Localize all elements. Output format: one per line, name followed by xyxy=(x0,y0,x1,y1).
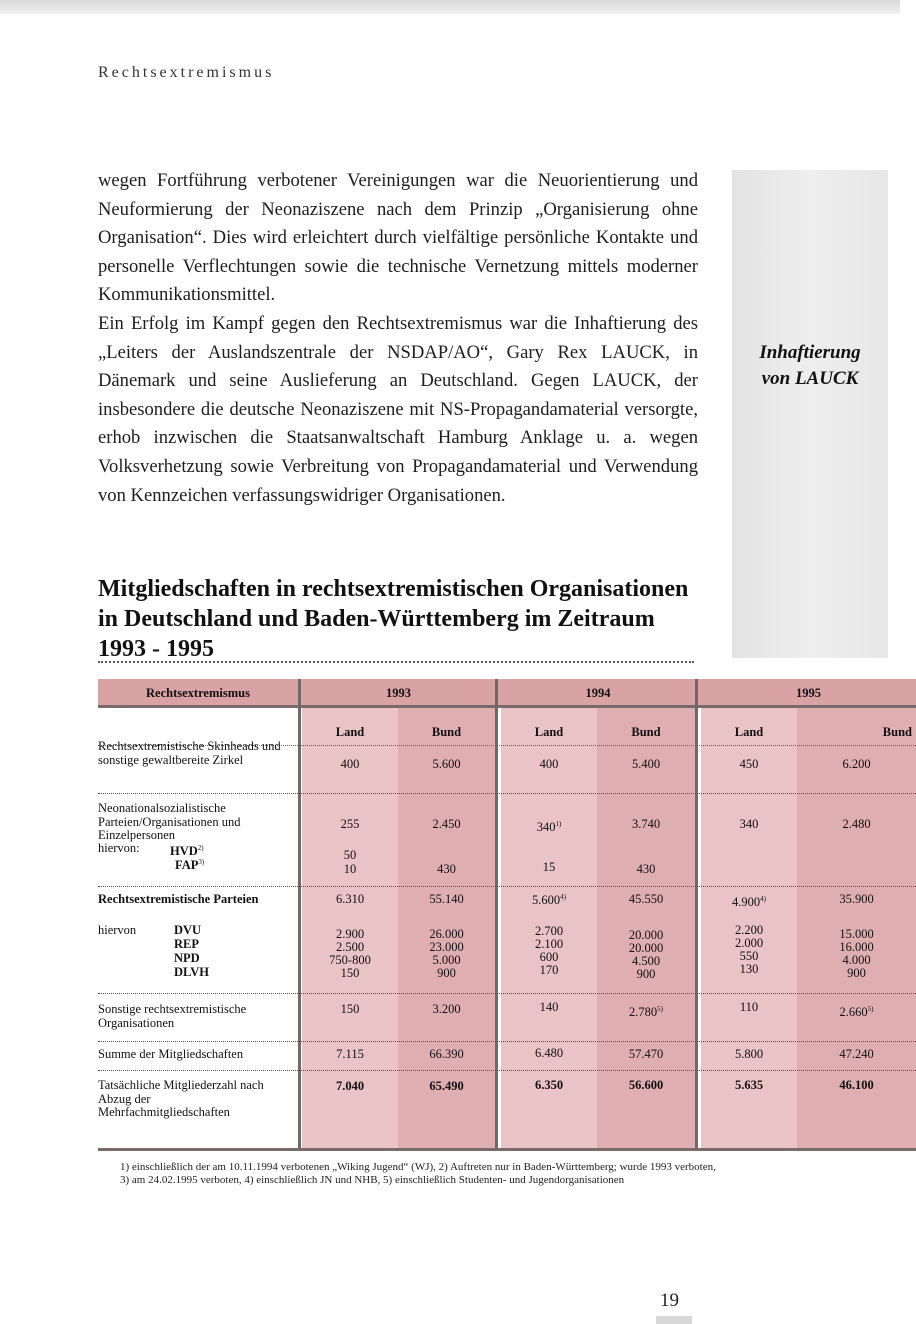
cell-tats-1993-bund: 65.490 xyxy=(429,1079,464,1093)
paragraph-2: Ein Erfolg im Kampf gegen den Rechtsextremismus war die Inhaftierung des „Leiters der Auslandszentrale der NSDAP/AO“, Gary Rex LAUCK, in Dänemark und seine Auslieferung an Deutschland. Gegen LAUCK, der insbesondere die deutsche Neonaziszene mit NS-Propagandamaterial versorgte, erhob inzwischen die Staatsanwaltschaft Hamburg Anklage u. a. wegen Volksverhetzung sowie Verbreitung von Propagandamaterial und Verwendung von Kennzeichen verfassungswidriger Organisationen. xyxy=(98,312,698,506)
cell-fap-1993-land: 10 xyxy=(343,862,357,876)
cell-neo-1995-bund: 2.480 xyxy=(842,817,871,831)
cell-skin-1993-bund: 5.600 xyxy=(432,757,461,771)
cell-sonstige-1994-land: 140 xyxy=(539,1000,559,1014)
cell-rep-1993-land: 2.500 xyxy=(335,940,365,954)
parteien-1994-land-note: 4) xyxy=(560,893,566,901)
cell-neo-1994-bund: 3.740 xyxy=(631,817,661,831)
cell-neo-1993-bund: 2.450 xyxy=(432,817,461,831)
cell-rep-1993-bund: 23.000 xyxy=(429,940,464,954)
cell-parteien-1995-bund: 35.900 xyxy=(839,892,874,906)
cell-summe-1993-bund: 66.390 xyxy=(429,1047,464,1061)
cell-npd-1994-bund: 4.500 xyxy=(631,954,661,968)
cell-dlvh-1994-land: 170 xyxy=(539,963,559,977)
hvd-label: HVD xyxy=(170,844,198,859)
cell-dlvh-1994-bund: 900 xyxy=(636,967,656,981)
row-label-neonational: Neonationalsozialistische Parteien/Organisationen und Einzelpersonen xyxy=(98,801,241,842)
cell-parteien-1995-land xyxy=(701,893,797,910)
neo-1994-land-value: 340 xyxy=(536,820,556,835)
cell-npd-1994-land: 600 xyxy=(539,950,559,964)
cell-dvu-1993-land: 2.900 xyxy=(335,927,365,941)
header-year-1995: 1995 xyxy=(796,686,821,700)
sonstige-1995-bund-note: 5) xyxy=(867,1005,874,1013)
cell-dlvh-1995-land: 130 xyxy=(739,962,759,976)
cell-parteien-1994-bund: 45.550 xyxy=(628,892,664,906)
title-rule xyxy=(98,661,694,663)
subheader-land: Land xyxy=(534,725,564,739)
subheader-land: Land xyxy=(734,725,764,739)
body-text xyxy=(98,167,698,510)
cell-dvu-1994-land: 2.700 xyxy=(534,924,564,938)
cell-fap-1993-bund: 430 xyxy=(437,862,456,876)
table-bottom-rule xyxy=(98,1148,916,1151)
cell-neo-1993-land: 255 xyxy=(340,817,360,831)
sonstige-1994-bund-value: 2.780 xyxy=(629,1005,658,1020)
row-label-fap xyxy=(175,856,204,873)
margin-note-line-1: Inhaftierung xyxy=(759,342,861,363)
hvd-note: 2) xyxy=(197,844,204,852)
cell-skin-1994-bund: 5.400 xyxy=(631,757,661,771)
cell-skin-1993-land: 400 xyxy=(340,757,360,771)
cell-sonstige-1995-bund xyxy=(797,1003,916,1020)
header-rule xyxy=(98,705,916,708)
cell-dvu-1994-bund: 20.000 xyxy=(628,928,664,942)
row-rule-neonational xyxy=(98,886,916,887)
cell-npd-1995-bund: 4.000 xyxy=(842,953,871,967)
parteien-1995-land-note: 4) xyxy=(760,895,766,903)
cell-parteien-1994-land xyxy=(501,891,597,908)
header-year-1994: 1994 xyxy=(585,686,611,700)
row-label-skinheads: Rechtsextremistische Skinheads und sonstige gewaltbereite Zirkel xyxy=(98,739,281,767)
cell-npd-1995-land: 550 xyxy=(739,949,759,963)
cell-dlvh-1993-bund: 900 xyxy=(437,966,456,980)
cell-dlvh-1995-bund: 900 xyxy=(847,966,866,980)
cell-npd-1993-land: 750-800 xyxy=(329,953,371,967)
fap-note: 3) xyxy=(198,858,205,866)
cell-sonstige-1993-bund: 3.200 xyxy=(432,1002,461,1016)
running-header: Rechtsextremismus xyxy=(98,64,275,81)
row-rule-skinheads xyxy=(98,793,916,794)
membership-table xyxy=(98,679,916,1151)
row-label-summe: Summe der Mitgliedschaften xyxy=(98,1047,244,1061)
cell-tats-1993-land: 7.040 xyxy=(335,1079,365,1093)
sonstige-1995-bund-value: 2.660 xyxy=(839,1005,868,1020)
cell-fap-1994-land: 15 xyxy=(542,860,556,874)
footnotes: 1) einschließlich der am 10.11.1994 verbotenen „Wiking Jugend“ (WJ), 2) Auftreten nur in Baden-Württemberg; wurde 1993 verboten, 3) am 24.02.1995 verboten, 4) einschließlich JN und NHB, 5) einschließlich Studenten- und Jugendorganisationen xyxy=(120,1161,716,1186)
cell-tats-1994-land: 6.350 xyxy=(534,1078,564,1092)
separator-1994 xyxy=(695,679,698,1151)
row-label-sonstige: Sonstige rechtsextremistische Organisationen xyxy=(98,1002,247,1030)
subheader-bund xyxy=(797,726,916,740)
cell-tats-1994-bund: 56.600 xyxy=(628,1078,664,1092)
cell-dlvh-1993-land: 150 xyxy=(340,966,360,980)
cell-rep-1994-bund: 20.000 xyxy=(628,941,664,955)
page-number: 19 xyxy=(660,1290,679,1311)
cell-skin-1995-bund: 6.200 xyxy=(842,757,871,771)
cell-dvu-1993-bund: 26.000 xyxy=(429,927,464,941)
row-label-npd: NPD xyxy=(174,951,200,965)
cell-parteien-1993-land: 6.310 xyxy=(335,892,365,906)
page-tab xyxy=(656,1316,692,1324)
row-label-hiervon: hiervon: xyxy=(98,841,140,855)
parteien-1994-land-value: 5.600 xyxy=(532,893,561,908)
cell-dvu-1995-bund: 15.000 xyxy=(839,927,874,941)
cell-summe-1994-bund: 57.470 xyxy=(628,1047,664,1061)
cell-summe-1995-bund: 47.240 xyxy=(839,1047,874,1061)
table-title: Mitgliedschaften in rechtsextremistischen Organisationen in Deutschland und Baden-Württemberg im Zeitraum 1993 - 1995 xyxy=(98,576,689,662)
cell-tats-1995-bund: 46.100 xyxy=(839,1078,874,1092)
margin-note-line-2: von LAUCK xyxy=(761,368,859,389)
row-rule-sonstige xyxy=(98,1041,916,1042)
cell-npd-1993-bund: 5.000 xyxy=(432,953,461,967)
cell-sonstige-1993-land: 150 xyxy=(340,1002,360,1016)
cell-summe-1993-land: 7.115 xyxy=(336,1047,364,1061)
row-label-rep: REP xyxy=(174,937,199,951)
subheader-land: Land xyxy=(335,725,365,739)
row-rule-parteien xyxy=(98,993,916,994)
row-label-tatsaechliche: Tatsächliche Mitgliederzahl nach Abzug der Mehrfachmitgliedschaften xyxy=(98,1078,264,1119)
margin-note xyxy=(732,340,888,392)
subheader-bund: Bund xyxy=(431,725,462,739)
cell-tats-1995-land: 5.635 xyxy=(734,1078,764,1092)
row-label-parteien-hiervon: hiervon xyxy=(98,923,137,937)
cell-dvu-1995-land: 2.200 xyxy=(734,923,764,937)
subheader-bund: Bund xyxy=(631,725,661,739)
cell-sonstige-1995-land: 110 xyxy=(739,1000,759,1014)
sidebar-panel xyxy=(732,170,888,658)
cell-neo-1994-land xyxy=(501,818,597,835)
separator-label xyxy=(298,679,301,1151)
neo-1994-land-note: 1) xyxy=(555,820,562,828)
row-label-dlvh: DLVH xyxy=(174,965,209,979)
row-label-dvu: DVU xyxy=(174,923,202,937)
paragraph-1: wegen Fortführung verbotener Vereinigungen war die Neuorientierung und Neuformierung der Neonaziszene nach dem Prinzip „Organisierung ohne Organisation“. Dies wird erleichtert durch vielfältige persönliche Kontakte und personelle Verflechtungen sowie die technische Vernetzung mittels moderner Kommunikationsmittel. xyxy=(98,170,698,306)
parteien-1995-land-value: 4.900 xyxy=(732,895,761,910)
header-label: Rechtsextremismus xyxy=(146,686,250,700)
cell-skin-1994-land: 400 xyxy=(539,757,559,771)
header-year-1993: 1993 xyxy=(386,686,411,700)
row-label-parteien: Rechtsextremistische Parteien xyxy=(98,892,259,906)
cell-hvd-1993-land: 50 xyxy=(343,848,357,862)
row-rule-summe xyxy=(98,1070,916,1071)
cell-fap-1994-bund: 430 xyxy=(636,862,656,876)
cell-summe-1994-land: 6.480 xyxy=(534,1046,564,1060)
cell-parteien-1993-bund: 55.140 xyxy=(429,892,464,906)
fap-label: FAP xyxy=(175,858,199,873)
cell-sonstige-1994-bund xyxy=(597,1003,695,1020)
top-band xyxy=(0,0,900,14)
cell-neo-1995-land: 340 xyxy=(739,817,759,831)
sonstige-1994-bund-note: 5) xyxy=(657,1005,663,1013)
separator-1993 xyxy=(495,679,498,1151)
cell-rep-1994-land: 2.100 xyxy=(534,937,564,951)
cell-rep-1995-bund: 16.000 xyxy=(839,940,874,954)
cell-skin-1995-land: 450 xyxy=(739,757,759,771)
cell-summe-1995-land: 5.800 xyxy=(734,1047,764,1061)
subheader-bund-text: Bund xyxy=(882,725,912,739)
cell-rep-1995-land: 2.000 xyxy=(734,936,764,950)
